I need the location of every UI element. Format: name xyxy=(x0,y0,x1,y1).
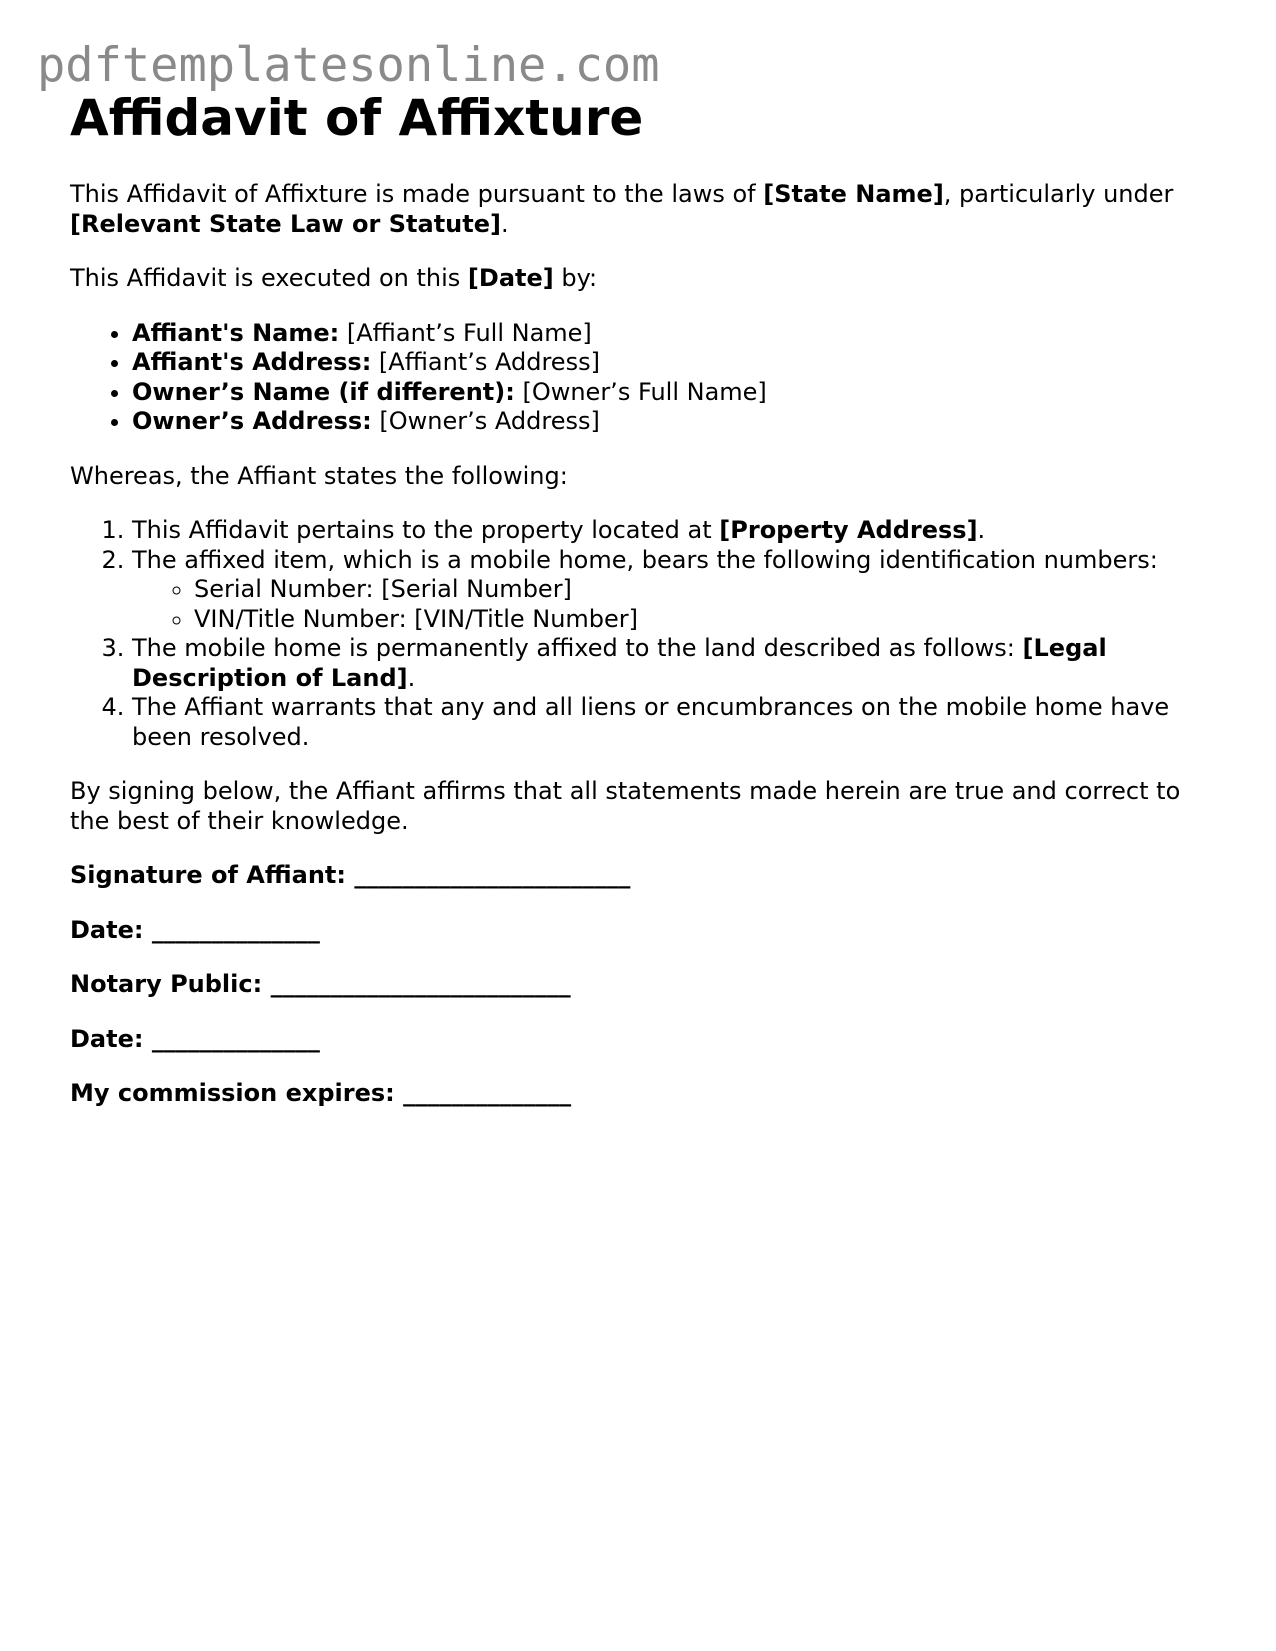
commission-expiry-line[interactable]: My commission expires: ______________ xyxy=(70,1079,572,1107)
signature-block xyxy=(70,861,1210,1109)
list-item: 4. The Affiant warrants that any and all liens or encumbrances on the mobile home have been resolved. xyxy=(132,693,1210,752)
parties-list xyxy=(70,319,1210,437)
list-item: 3. The mobile home is permanently affixed to the land described as follows: [Legal Description of Land]. xyxy=(132,634,1210,693)
list-item: 1. This Affidavit pertains to the property located at [Property Address]. xyxy=(132,516,1210,546)
watermark-text: pdftemplatesonline.com xyxy=(37,38,660,93)
notary-signature-line[interactable]: Notary Public: _________________________ xyxy=(70,970,571,998)
date-placeholder: [Date] xyxy=(467,264,554,292)
statute-placeholder: [Relevant State Law or Statute] xyxy=(70,209,501,238)
affirmation-paragraph: By signing below, the Affiant affirms that all statements made herein are true and correct to the best of their knowledge. xyxy=(70,777,1181,835)
notary-date-line[interactable]: Date: ______________ xyxy=(70,1024,320,1053)
page-title: Affidavit of Affixture xyxy=(70,89,644,147)
clauses-list xyxy=(70,516,1210,752)
list-item: • Affiant's Address: [Affiant’s Address] xyxy=(132,348,1210,378)
list-item: • Affiant's Name: [Affiant’s Full Name] xyxy=(132,319,1210,349)
affiant-date-line[interactable]: Date: ______________ xyxy=(70,915,320,944)
whereas-paragraph: Whereas, the Affiant states the following: xyxy=(70,461,568,490)
document-body xyxy=(70,180,1210,1134)
list-item: 2. The affixed item, which is a mobile home, bears the following identification numbers: ◦ Serial Number: [Serial Number] ◦ VIN/Title Number: [VIN/Title Number] xyxy=(132,546,1210,635)
intro-paragraph: This Affidavit of Affixture is made pursuant to the laws of [State Name], particularly under [Relevant State Law or Statute]. xyxy=(70,180,1174,238)
list-item: • Owner’s Name (if different): [Owner’s Full Name] xyxy=(132,378,1210,408)
list-item: ◦ Serial Number: [Serial Number] xyxy=(194,575,1210,605)
affiant-signature-line[interactable]: Signature of Affiant: _______________________ xyxy=(70,861,631,889)
execution-paragraph: This Affidavit is executed on this [Date] by: xyxy=(70,264,598,292)
state-name-placeholder: [State Name] xyxy=(763,180,944,208)
list-item: • Owner’s Address: [Owner’s Address] xyxy=(132,407,1210,437)
identification-sublist xyxy=(132,575,1210,634)
list-item: ◦ VIN/Title Number: [VIN/Title Number] xyxy=(194,605,1210,635)
